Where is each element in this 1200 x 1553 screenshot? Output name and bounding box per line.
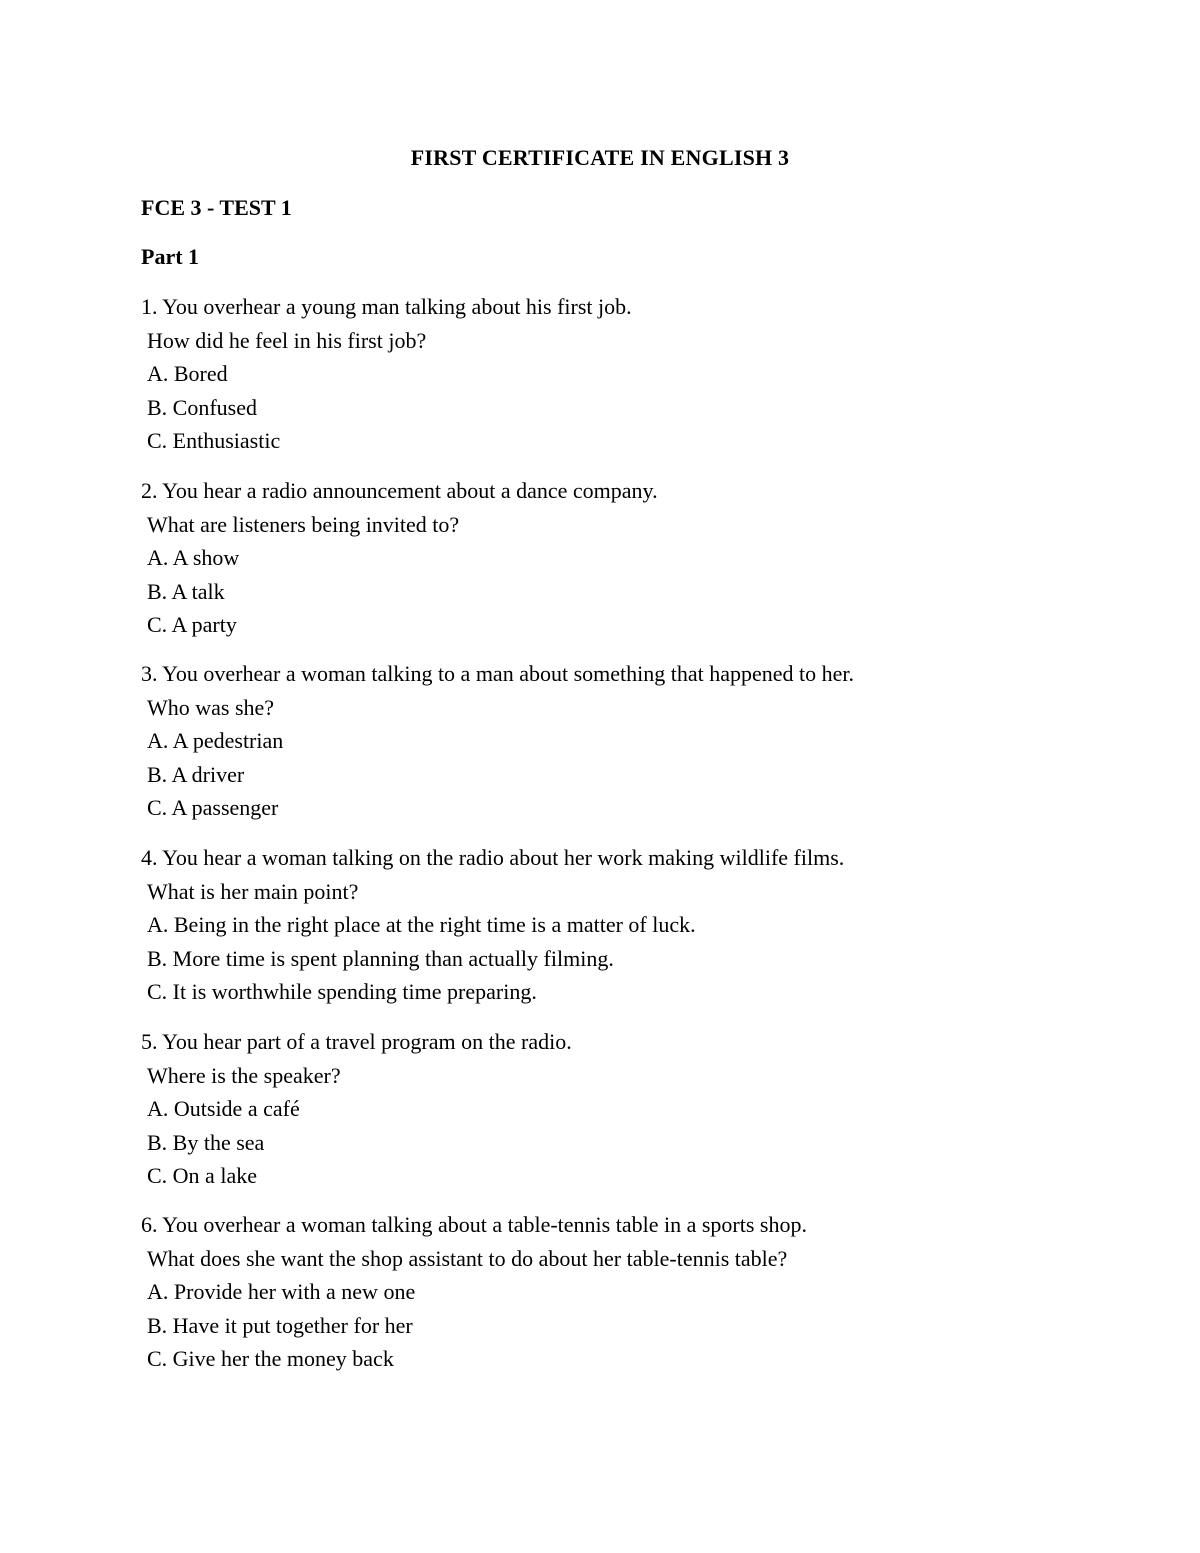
answer-option-a: A. Outside a café: [147, 1096, 300, 1122]
answer-option-a: A. Being in the right place at the right time is a matter of luck.: [147, 912, 696, 938]
answer-option-b: B. By the sea: [147, 1129, 265, 1155]
answer-option-a: A. Provide her with a new one: [147, 1279, 416, 1305]
question-2: [141, 474, 658, 642]
question-prompt: Who was she?: [147, 694, 275, 720]
question-stem: 3. You overhear a woman talking to a man about something that happened to her.: [141, 661, 855, 686]
answer-option-b: B. A driver: [147, 761, 245, 787]
question-1: [141, 290, 632, 458]
question-stem: 2. You hear a radio announcement about a dance company.: [141, 478, 658, 503]
question-stem: 5. You hear part of a travel program on the radio.: [141, 1029, 572, 1054]
question-prompt: Where is the speaker?: [147, 1062, 341, 1088]
answer-option-b: B. Have it put together for her: [147, 1312, 413, 1338]
answer-option-c: C. It is worthwhile spending time preparing.: [147, 979, 537, 1005]
question-prompt: What is her main point?: [147, 878, 359, 904]
part-heading: Part 1: [141, 244, 200, 269]
question-3: [141, 657, 854, 825]
answer-option-b: B. More time is spent planning than actually filming.: [147, 945, 614, 971]
answer-option-c: C. A party: [147, 612, 237, 638]
answer-option-c: C. Give her the money back: [147, 1346, 394, 1372]
question-6: [141, 1208, 807, 1376]
question-stem: 4. You hear a woman talking on the radio about her work making wildlife films.: [141, 845, 845, 870]
answer-option-b: B. Confused: [147, 394, 257, 420]
answer-option-a: A. Bored: [147, 361, 228, 387]
question-prompt: What does she want the shop assistant to do about her table-tennis table?: [147, 1245, 788, 1271]
answer-option-a: A. A pedestrian: [147, 728, 284, 754]
test-heading: FCE 3 - TEST 1: [141, 195, 292, 220]
answer-option-c: C. On a lake: [147, 1163, 257, 1189]
answer-option-c: C. A passenger: [147, 795, 279, 821]
answer-option-b: B. A talk: [147, 578, 225, 604]
document-title: FIRST CERTIFICATE IN ENGLISH 3: [410, 145, 790, 170]
question-4: [141, 841, 844, 1009]
answer-option-a: A. A show: [147, 545, 240, 571]
question-prompt: What are listeners being invited to?: [147, 511, 460, 537]
answer-option-c: C. Enthusiastic: [147, 428, 281, 454]
question-5: [141, 1025, 572, 1193]
question-stem: 1. You overhear a young man talking about his first job.: [141, 294, 632, 319]
question-stem: 6. You overhear a woman talking about a table-tennis table in a sports shop.: [141, 1212, 807, 1237]
question-prompt: How did he feel in his first job?: [147, 327, 427, 353]
